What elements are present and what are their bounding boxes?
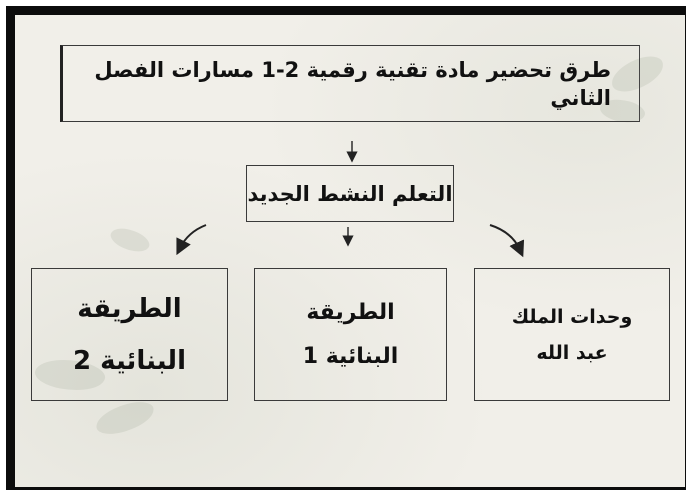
active-learning-label: التعلم النشط الجديد — [247, 181, 453, 206]
card-center-line2: البنائية 1 — [302, 343, 399, 369]
card-right-line2: عبد الله — [536, 341, 608, 364]
curved-arrow-left-icon — [180, 225, 206, 248]
card-left-line1: الطريقة — [77, 293, 182, 324]
card-right-line1: وحدات الملك — [511, 305, 633, 328]
title-text: طرق تحضير مادة تقنية رقمية 2-1 مسارات الفصل الثاني — [94, 57, 611, 110]
card-left-line2: البنائية 2 — [73, 345, 186, 376]
card-center-line1: الطريقة — [306, 299, 395, 325]
curved-arrow-right-icon — [490, 225, 520, 250]
